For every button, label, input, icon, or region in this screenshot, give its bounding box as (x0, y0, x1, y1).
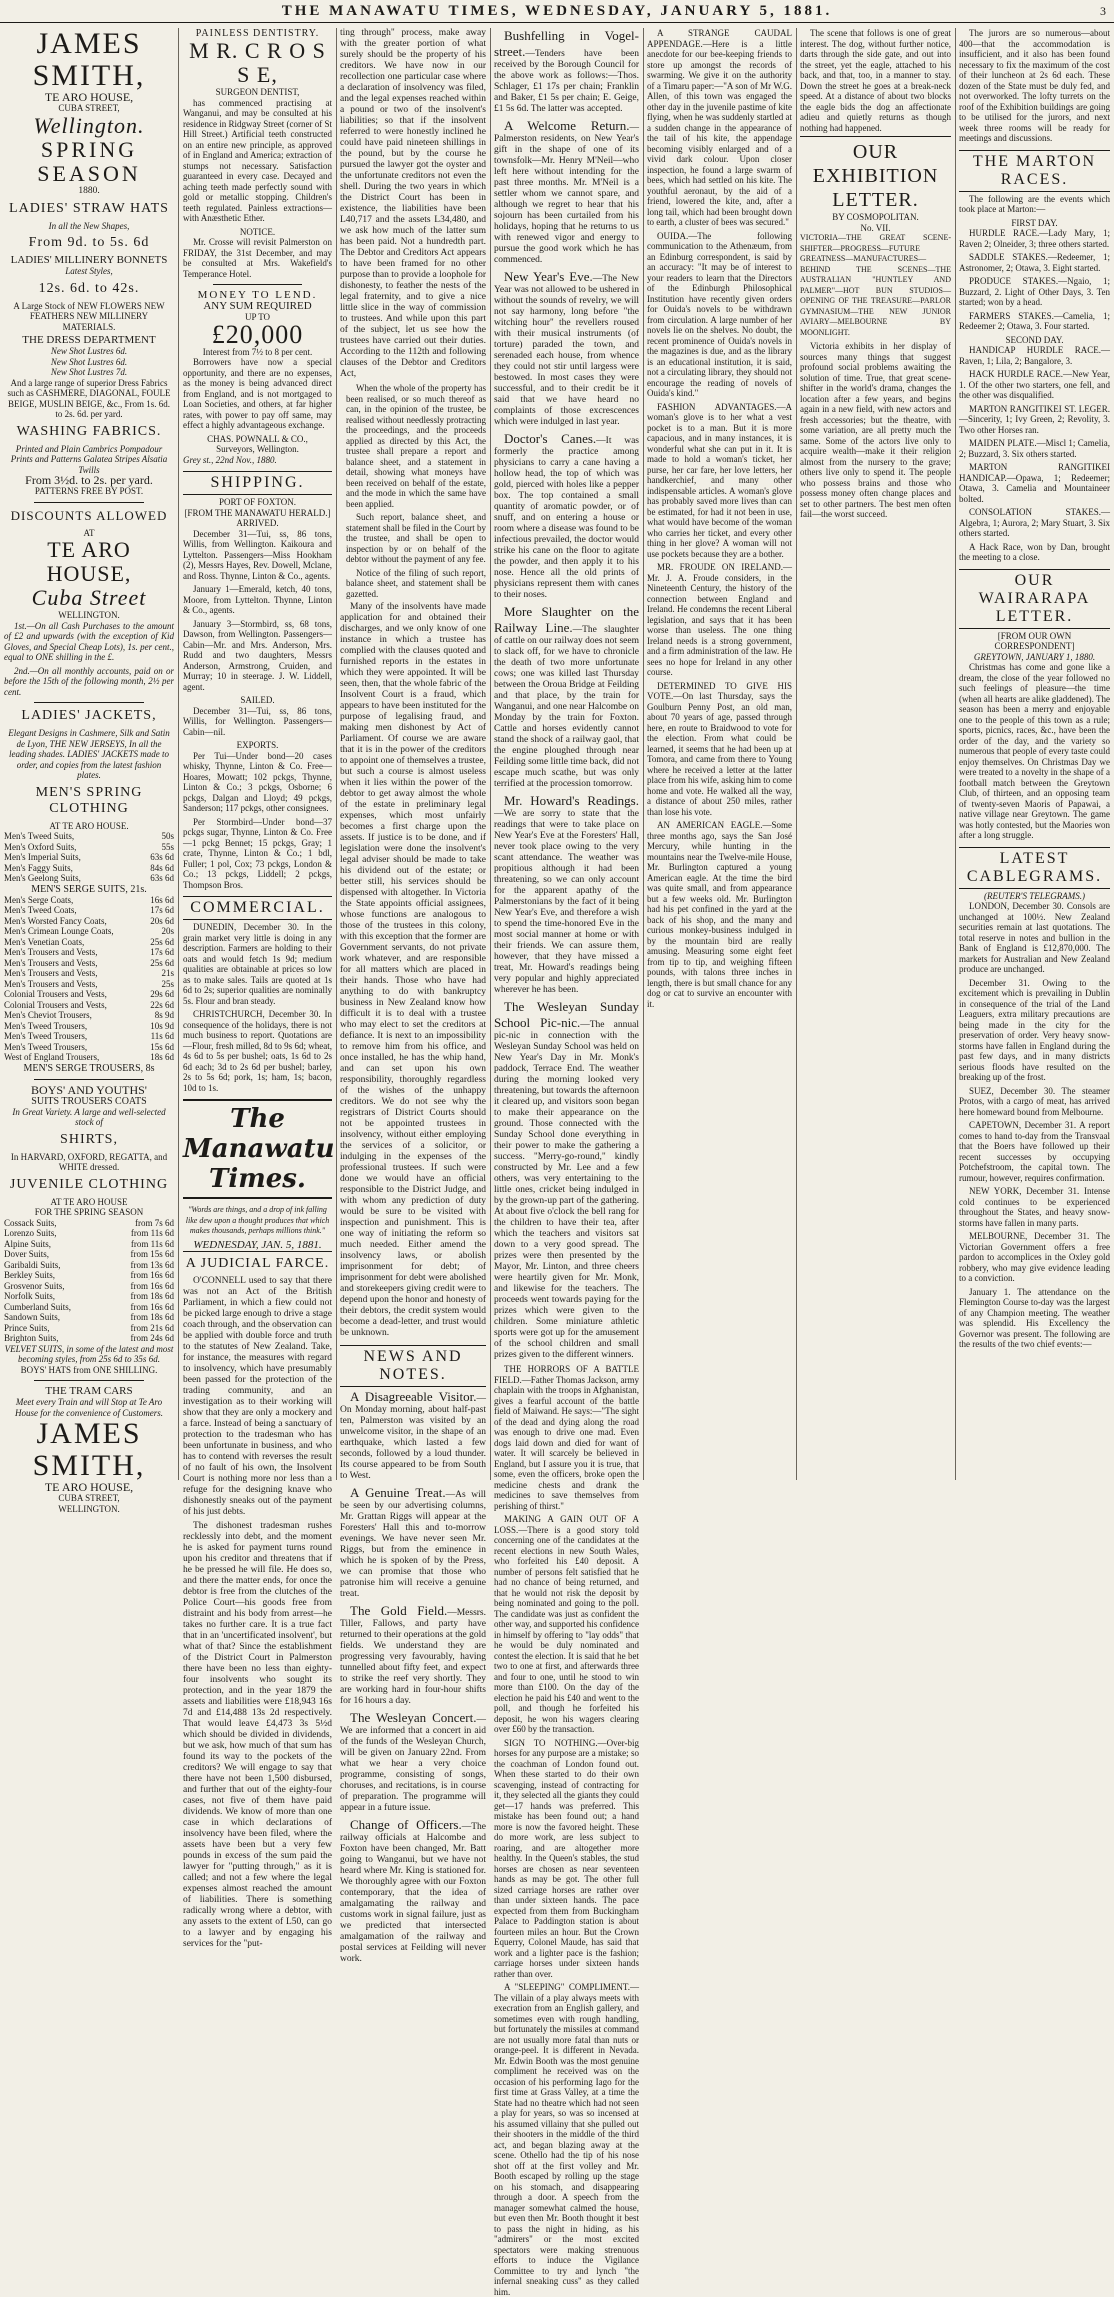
city: Wellington. (33, 112, 145, 138)
suit-row (4, 831, 174, 842)
store-name: TE ARO HOUSE, (44, 90, 134, 104)
street: CUBA STREET, (58, 103, 120, 113)
clothing-row (4, 905, 174, 916)
at-label: AT (83, 527, 95, 538)
price-value: 55s (161, 841, 174, 852)
clothing-price-list (4, 895, 174, 1063)
dress-line: New Shot Lustres 6d. (50, 356, 128, 367)
wairarapa-paragraph: Christmas has come and gone like a dream, the close of the year followed no such feelings of pleasure—the time (when all hearts are alike gladdened). The season has been a merry and enjoyable one to the people of this town as a rule; sports, picnics, races, &c., have been the order of the day, and the variety so numerous that people of every taste could enjoy themselves. On Christmas Day we were treated to a novelty in the shape of a football match between the Greytown Club, of thirteen, and an opposing team of twenty-seven Maoris of Papawai, a native village near Greytown. The game was hotly contested, but the Maories won after a long struggle. (959, 662, 1111, 840)
season-year: 1880. (78, 185, 100, 196)
street: CUBA STREET, (58, 1493, 120, 1503)
dentist-title: SURGEON DENTIST, (215, 87, 300, 97)
exhibition-paragraph: The jurors are so numerous—about 400—that the accommodation is insufficient, and it also has been found necessary to fix the maximum of the cost of their luncheon at 2s 6d each. These dozen of the State must be duly fed, and not overworked. The lofty turrets on the roof of the Exhibition buildings are going to be utilised for the jurors, and next week three rooms will be ready for meetings and discussions. (959, 28, 1110, 143)
price-item: Men's Venetian Coats, (4, 936, 85, 947)
price-value: 17s 6d (150, 947, 174, 957)
city: WELLINGTON. (58, 610, 120, 620)
serge-suits: MEN'S SERGE SUITS, 21s. (31, 883, 147, 895)
column-rule (796, 28, 797, 1480)
washing-price: From 3½d. to 2s. per yard. (25, 473, 153, 487)
price-value: 29s 6d (150, 989, 174, 999)
price-value: from 18s 6d (130, 1312, 174, 1322)
millinery-heading: LADIES' MILLINERY BONNETS (10, 254, 168, 266)
suit-row (4, 873, 174, 884)
mens-at: AT TE ARO HOUSE. (49, 820, 129, 831)
price-value: from 7s 6d (135, 1217, 174, 1228)
clothing-row (4, 916, 174, 927)
juvenile-row (4, 1218, 174, 1229)
race-result: HURDLE RACE.—Lady Mary, 1; Raven 2; Olneider, 3; three others started. (959, 228, 1110, 249)
clothing-row (4, 1052, 174, 1063)
price-item: West of England Trousers, (4, 1052, 100, 1062)
clothing-row (4, 926, 174, 937)
sailed-label: SAILED. (240, 695, 275, 705)
news-title: A Disagreeable Visitor. (350, 1389, 477, 1404)
price-item: Men's Trousers and Vests, (4, 968, 98, 978)
dentist-name: M R. C R O S S E, (189, 38, 326, 87)
city: WELLINGTON. (58, 1503, 120, 1514)
price-item: Alpine Suits, (4, 1238, 52, 1249)
clothing-row (4, 1021, 174, 1032)
news-text: —Tenders have been received by the Borough Council for the above work as follows:—Thos. Schlager, £1 17s per chain; Franklin and Baker, £1 5s per chain; E. Geige, £1 5s 6d. The latter was accepted. (494, 49, 639, 114)
price-item: Colonial Trousers and Vests, (4, 999, 107, 1010)
agent-name: CHAS. POWNALL & CO., (207, 433, 308, 444)
juvenile-row (4, 1323, 174, 1334)
column-6 (800, 28, 951, 1480)
price-value: 50s (161, 831, 174, 841)
velvet-suits: VELVET SUITS, in some of the latest and most becoming styles, from 25s 6d to 35s 6d. (4, 1343, 174, 1364)
news-text: —The railway officials at Halcombe and Foxton have been changed, Mr. Batt going to Wanganui, but we have not heard where Mr. King is stationed for. We thoroughly agree with our Foxton contemporary, that the idea of amalgamating the railway and customs work in signal failure, just as we predicted that intersected amalgamation of the railway and postal services at Feilding will never work. (340, 1822, 486, 1964)
column-4 (494, 28, 639, 2297)
news-text: —As will be seen by our advertising columns, Mr. Grattan Riggs will appear at the Foresters' Hall this and to-morrow evenings. We have never seen Mr. Riggs, but from the eminence in which he is spoken of by the Press, we can promise that those who patronise him will receive a genuine treat. (340, 1490, 486, 1599)
clothing-row (4, 947, 174, 958)
price-item: Cumberland Suits, (4, 1301, 71, 1312)
column-advertisement (4, 27, 174, 1514)
news-title: Mr. Howard's Readings. (504, 793, 639, 808)
clothing-row (4, 937, 174, 948)
news-title: Bushfelling in Vogel-street. (494, 28, 639, 59)
patterns-note: PATTERNS FREE BY POST. (34, 486, 144, 496)
exports-label: EXPORTS. (236, 740, 279, 750)
news-title: Doctor's Canes. (504, 431, 597, 446)
port-heading: PORT OF FOXTON. (219, 497, 296, 507)
price-item: Men's Tweed Suits, (4, 831, 75, 841)
news-text: —Palmerston residents, on New Year's gift in the shape of one of its townsfolk—Mr. Henry M'Neil—who left here without intending for the past three months. Mr. M'Neil is a settler whom we cannot spare, and although we regret to hear that his sojourn has been curtailed from his holidays, hoping that he returns to us with renewed vigor and energy to pursue the good work which he has commenced. (494, 123, 639, 265)
wairarapa-letter-heading: OUR WAIRARAPA LETTER. (959, 569, 1110, 629)
stock-note: A Large Stock of NEW FLOWERS NEW FEATHERS NEW MILLINERY MATERIALS. (13, 300, 165, 332)
millinery-price: 12s. 6d. to 42s. (38, 280, 140, 296)
price-item: Dover Suits, (4, 1249, 49, 1259)
news-item: SIGN TO NOTHING.—Over-big horses for any purpose are a mistake; so the coachman of London found out. When these started to do their own scavenging, instead of contracting for it, they selected all the giants they could get—17 hands was preferred. This mistake has been found out; a hand more is now the favored height. These do more work, are less subject to roaring, and are altogether more healthy. In the Queen's stables, the stud horses are chosen as near seventeen hands as may be got. The other full sized carriage horses are rather over than under sixteen hands. The pace expected from them from Buckingham Palace to Paddington station is about fourteen miles an hour. But the Crown Equerry, Colonel Maude, has said that work and a lighter pace is the fashion; carriage horses under sixteen hands rather than over. (494, 1737, 639, 1979)
price-value: 63s 6d (150, 852, 174, 862)
price-value: from 15s 6d (130, 1249, 174, 1259)
shipping-entry: Per Tui—Under bond—20 cases whisky, Thynne, Linton & Co. Free—Hoares, Mowatt; 102 pckgs, Thynne, Linton & Co.; 3 pckgs, Osborne; 6 pckgs, Dalgan and Lloyd; 49 pckgs, Sanderson; 117 pckgs, other consignees. (183, 750, 332, 813)
column-2 (183, 28, 335, 1949)
news-title: The Wesleyan Sunday School Pic-nic. (494, 999, 639, 1030)
exhibition-paragraph: Victoria exhibits in her display of sources many things that suggest profound social problems awaiting the solution of time. True, that great scene-shifter in the world's drama, changes the location after a few years, and begins again in a new field, with new actors and fresh accessories; but the theatre, with some variation, are all pretty much the same. Some of the actors live only to acquire wealth—make it their religion almost from the nursery to the grave; others live only to spend it. The people who possess brains and those who possess money often change places and set to other partners. The best men often fail—the worst succeed. (800, 341, 951, 519)
boys-subheading: SUITS TROUSERS COATS (31, 1095, 147, 1107)
price-item: Men's Trousers and Vests, (4, 978, 98, 989)
marton-races-heading: THE MARTON RACES. (959, 150, 1110, 192)
race-result: HACK HURDLE RACE.—New Year, 1. Of the other two starters, one fell, and the other was disqualified. (959, 369, 1110, 400)
news-item: THE HORRORS OF A BATTLE FIELD.—Father Thomas Jackson, army chaplain with the troops in Afghanistan, gives a fearful account of the battle field of Maiwand. He says:—"The sight of the dead and dying along the road was enough to drive one mad. Even dogs laid down and died for want of water. It will scarcely be believed in England, but I assure you it is true, that some, even the officers, broke open the medicine chests and drank the medicines to save themselves from perishing of thirst." (494, 1364, 639, 1511)
nameplate-motto: "Words are things, and a drop of ink falling like dew upon a thought produces that which makes thousands, perhaps millions think." (185, 1205, 330, 1235)
exhibition-number: No. VII. (860, 222, 891, 233)
price-item: Men's Tweed Trousers, (4, 1041, 88, 1052)
price-item: Prince Suits, (4, 1322, 50, 1333)
news-text: —The annual pic-nic in connection with the Wesleyan Sunday School was held on New Year's Day in Mr. Monk's paddock, Terrace End. The weather during the morning looked very threatening, but towards the afternoon it cleared up, and visitors soon began to make their appearance on the ground. Those connected with the Sunday School done everything in their power to make the gathering a success. "Merry-go-round," kindly constructed by Mr. Lee and a few others, was very entertaining to the little ones, cricket being indulged in by the grown-up part of the gathering. At about five o'clock the bell rang for the children to have their tea, after which the teachers and visitors sat down to a very good spread. The prizes were then presented by the Mayor, Mr. Linton, and three cheers were heartily given for Mr. Monk, and likewise for the teachers. The proceeds went towards paying for the prizes which were given to the children. Some miniature athletic sports were got up for the amusement of the school children and small prizes given to the different winners. (494, 1020, 639, 1360)
news-heading: NEWS AND NOTES. (340, 1345, 486, 1387)
price-value: 63s 6d (150, 873, 174, 883)
suit-row (4, 852, 174, 863)
editorial-paragraph: Many of the insolvents have made application for and obtained their discharges, and we only know of one instance in which a trustee has complied with the clauses quoted and furnished reports in the estates in which they were appointed. It will be seen, then, that the whole fabric of the Insolvent Court is a fraud, which appears to have been instituted for the purpose of legalising fraud, and making men dishonest by Act of Parliament. Of course we are aware that it is in the power of the creditors to appoint one of themselves a trustee, but such a course is almost useless when it lies within the power of the debtor to get away almost the whole of the estate in preliminary legal expenses, which most unfairly becomes a first charge upon the assets. If justice is to be done, and if legislation were done the insolvent's legal adviser should be made to take his dividend out of the estate; or better still, his services should be dispensed with altogether. In Victoria the State appoints official assignees, whose functions are analogous to those of the trustees in this colony, with this exception that the former are Government servants, do not private work whatever, and are responsible for all matters which are placed in their hands. Those who have had anything to do with bankruptcy business in New Zealand know how difficult it is to deal with a trustee who may elect to set the creditors at defiance. It is next to an impossibility to remove him from his office, and once installed, he has the whip hand, and can set upon his own responsibility, thoroughly regardless of the wishes of the unhappy creditors. We do not see why the registrars of District Courts should not be appointed trustees in insolvency, without either employing the services of a solicitor, or indulging in the expenses of the professional trustees. If such were done we would have an official responsible to the District Judge, and with whom any prediction of duty would be sure to be visited with inspection and punishment. This is one way of initiating the reform so much needed. Either amend the insolvency laws, or abolish imprisonment for debt; of imprisonment for debt were abolished and storekeepers giving credit were to depend upon the honor and honesty of their debtors, the credit system would become a dead-letter, and trust would be unknown. (340, 602, 486, 1338)
news-item: A "SLEEPING" COMPLIMENT.—The villain of a play always meets with execration from an English gallery, and sometimes even with rough handling, but fortunately the missiles at command are not usually more fatal than nuts or orange-peel. It is different in Nevada. Mr. Edwin Booth was the most genuine compliment he received was on the occasion of his performing Iago for the first time at Grass Valley, at a time the State had no theatre which had not seen a play for years, so was so incensed at his assumed villainy that she pulled out their shooters in the middle of the third act, and began blazing away at the scene. Othello had the tip of his nose shot off at the first volley and Mr. Booth escaped by rolling up the stage on his stomach, and disappearing through a door. A speech from the manager somewhat calmed the house, but even then Mr. Booth thought it best to pass the night in hiding, as his "admirers" or the most excited spectators were making strenuous efforts to induce the Vigilance Committee to try and lynch "the infernal sneaking cuss" as they called him. (494, 1982, 639, 2297)
shipping-entry: January 1—Emerald, ketch, 40 tons, Moore, from Lyttelton. Thynne, Linton & Co., agents. (183, 584, 332, 615)
news-text: —Messrs. Tiller, Fallows, and party have returned to their operations at the gold fields. We understand they are progressing very favourably, having tunnelled about fifty feet, and expect to strike the reef very shortly. They are working hard in four-hour shifts for 16 hours a day. (340, 1608, 486, 1706)
boys-heading: BOYS' AND YOUTHS' (31, 1082, 147, 1097)
interest-rate: Interest from 7½ to 8 per cent. (202, 346, 313, 357)
millinery-sub: Latest Styles, (65, 266, 113, 276)
second-day-label: SECOND DAY. (1005, 334, 1064, 345)
wairarapa-source: [FROM OUR OWN CORRESPONDENT] (994, 630, 1075, 651)
juvenile-season: FOR THE SPRING SEASON (34, 1207, 144, 1217)
editorial-paragraph: The dishonest tradesman rushes recklessly into debt, and the moment he is asked for payment turns round upon his creditor and threatens that if he be pressed he will file. He does so, and there the matter ends, for once the debtor is free from the clutches of the Police Court—his goods free from distraint and his body from arrest—he takes no further care. It is a true fact that in an 'uncertificated insolvent', but what of that? Since the establishment of the District Court in Palmerston there have been no less than eighty-four insolvents who sought its protection, and in the year 1879 the assets and liabilities were £18,943 16s 7d and £14,488 13s 2d respectively. That would leave £4,473 3s 5½d which should be divided in dividends, but we ask, how much of that sum has found its way to the pockets of the creditors? We will engage to say that there have not been 1,500 disbursed, and further that out of the eighty-four cases, not five of them have paid dividends. We know of more than one case in which declarations of insolvency have been filed, where the assets have been but a very few pounds in excess of the sum paid the lawyer for "putting through," as it is called; and not a few where the legal expenses almost reached the amount of liabilities. There is something radically wrong where a debtor, with any assets to the extent of L50, can go to a lawyer and by engaging his services for the "put- (183, 1520, 332, 1949)
jackets-heading: LADIES' JACKETS, (21, 708, 157, 723)
news-item: FASHION ADVANTAGES.—A woman's glove is to her what a vest pocket is to a man. But it is more capacious, and in many instances, it is wonderful what she can put in it. It is made to hold a woman's ticket, her purse, her car fare, her love letters, her handkerchief, and many other indispensable articles. A woman's glove has probably saved more lives than can be estimated, for had it not been in use, what would have become of the woman who carries her ticket, and every other thing in her glove? A woman will not use pockets because they are a bother. (647, 401, 792, 559)
news-text: —It was formerly the practice among physicians to carry a cane having a hollow head, the top of which was gold, pierced with holes like a pepper box. The top contained a small quantity of aromatic powder, or of snuff, and on entering a house or room where a disease was found to be infectious prevailed, the doctor would strike his cane on the floor to agitate the powder, and then apply it to his nose. Hence all the old prints of physicians represent them with canes to their noses. (494, 436, 639, 600)
news-text: —We are informed that a concert in aid of the funds of the Wesleyan Church, will be given on January 22nd. From what we hear a very choice programme, consisting of songs, choruses, and recitations, is in course of preparation. The programme will appear in a future issue. (340, 1715, 486, 1813)
price-value: from 16s 6d (130, 1280, 174, 1291)
tram-sub: Meet every Train and will Stop at Te Aro House for the convenience of Customers. (15, 1397, 163, 1418)
price-item: Men's Worsted Fancy Coats, (4, 915, 107, 926)
price-item: Berkley Suits, (4, 1270, 55, 1280)
price-value: from 16s 6d (130, 1270, 174, 1280)
price-item: Men's Crimean Lounge Coats, (4, 926, 114, 936)
column-rule (955, 28, 956, 1480)
news-title: More Slaughter on the Railway Line. (494, 604, 639, 635)
juvenile-row (4, 1260, 174, 1271)
advertiser-name: JAMES SMITH, (32, 27, 146, 92)
price-item: Men's Oxford Suits, (4, 841, 77, 852)
dress-fabrics: And a large range of superior Dress Fabrics such as CASHMERE, DIAGONAL, FOULE BEIGE, MUSLIN BEIGE, &c., From 1s. 6d. to 2s. 6d. per yard. (7, 377, 171, 419)
news-title: A Genuine Treat. (350, 1485, 446, 1500)
first-day-label: FIRST DAY. (1011, 217, 1058, 228)
price-value: 18s 6d (150, 1052, 174, 1062)
news-item: DETERMINED TO GIVE HIS VOTE.—On last Thursday, says the Goulburn Penny Post, an old man, about 70 years of age, passed through here, en route to Braidwood to vote for the election. From what could be learned, it seems that he had been up at Tomora, and came from there to Young where he received a letter at the latter place from his wife, asking him to come home and vote. He walked all the way, a distance of about 250 miles, rather than lose his vote. (647, 680, 792, 817)
clothing-row (4, 989, 174, 1000)
store-name: TE ARO HOUSE, (46, 537, 132, 586)
price-value: from 21s 6d (130, 1322, 174, 1333)
news-item: A STRANGE CAUDAL APPENDAGE.—Here is a little anecdote for our bee-keeping friends to store up amongst the records of swarming. We give it on the authority of a Timaru paper:—"A son of Mr W.G. Allen, of this town was engaged the other day in the juvenile pastime of kite flying, when he was suddenly startled at a sudden change in the appearance of the tail of his kite, the appendage becoming visibly enlarged and of a vivid dark colour. Upon closer inspection, he found a large swarm of bees, which had settled on his kite. The youthful aeronaut, by the aid of a friend, lowered the kite, and, after a long tail, which had been brought down to earth, a cluster of bees was secured." (647, 28, 792, 227)
race-result: MARTON RANGITIKEI HANDICAP.—Opawa, 1; Redeemer; Otawa, 3. Camelia and Mountaineer bolted. (959, 462, 1110, 504)
masthead (0, 0, 1114, 23)
race-result: CONSOLATION STAKES.—Algebra, 1; Aurora, 2; Mary Stuart, 3. Six others started. (959, 507, 1110, 538)
news-title: New Year's Eve. (504, 269, 593, 284)
money-any: ANY SUM REQUIRED (203, 300, 312, 312)
boys-hats: BOYS' HATS from ONE SHILLING. (20, 1364, 158, 1375)
tram-heading: THE TRAM CARS (45, 1385, 133, 1397)
cablegrams-heading: LATEST CABLEGRAMS. (959, 847, 1110, 889)
divider (34, 502, 144, 503)
price-value: 8s 9d (154, 1010, 174, 1020)
juvenile-row (4, 1302, 174, 1313)
price-item: Men's Faggy Suits, (4, 862, 73, 873)
price-value: 15s 6d (150, 1041, 174, 1052)
juvenile-price-list (4, 1218, 174, 1344)
column-7 (959, 28, 1110, 1480)
juvenile-row (4, 1270, 174, 1281)
jackets-sub: Elegant Designs in Cashmere, Silk and Satin de Lyon, THE NEW JERSEYS, In all the leading shades. LADIES' JACKETS made to order, and copies from the latest fashion plates. (8, 728, 170, 780)
page-number: 3 (1100, 4, 1106, 18)
news-title: A Welcome Return. (504, 118, 630, 133)
column-rule (178, 28, 179, 1480)
price-value: 22s 6d (150, 999, 174, 1010)
juvenile-row (4, 1249, 174, 1260)
juvenile-row (4, 1291, 174, 1302)
price-value: from 13s 6d (130, 1259, 174, 1270)
news-title: Change of Officers. (350, 1817, 462, 1832)
divider (34, 1079, 144, 1080)
boys-sub: In Great Variety. A large and well-selected stock of (12, 1106, 166, 1127)
price-value: from 18s 6d (130, 1291, 174, 1301)
price-item: Colonial Trousers and Vests, (4, 989, 107, 999)
price-value: 25s 6d (150, 936, 174, 947)
cablegrams-source: (REUTER'S TELEGRAMS.) (984, 890, 1085, 901)
price-item: Men's Trousers and Vests, (4, 947, 98, 957)
commercial-entry: DUNEDIN, December 30. In the grain market very little is doing in any description. Farmers are holding to their oats and would fetch 1s 9d; medium qualities are obtainable at prices so low as to make sales. Tails are quoted at 1s 6d to 2s; superior qualities are nominally 5s. Flour and bran steady. (183, 922, 332, 1006)
dress-line: New Shot Lustres 7d. (50, 367, 128, 377)
cablegram: MELBOURNE, December 31. The Victorian Government offers a free pardon to accomplices in the Oxley gold robbery, who may give evidence leading to a conviction. (959, 1231, 1110, 1283)
column-rule (643, 28, 644, 1480)
exhibition-letter-heading: OUR EXHIBITION LETTER. (800, 136, 951, 212)
price-item: Sandown Suits, (4, 1312, 61, 1322)
discounts-heading: DISCOUNTS ALLOWED (10, 507, 168, 523)
cablegram: CAPETOWN, December 31. A report comes to hand to-day from the Transvaal that the Boers have followed up their recent successes by occupying Potchefstroom, the capital town. The rumour, however, requires confirmation. (959, 1120, 1110, 1183)
price-item: Cossack Suits, (4, 1217, 57, 1228)
dress-line: New Shot Lustres 6d. (50, 346, 128, 356)
juvenile-at: AT TE ARO HOUSE (50, 1196, 128, 1207)
money-heading: MONEY TO LEND. (197, 289, 318, 301)
price-item: Lorenzo Suits, (4, 1228, 57, 1238)
news-item: AN AMERICAN EAGLE.—Some three months ago, says the San José Mercury, while hunting in the mountains near the Twelve-mile House, Mr. Burlington captured a young American eagle. At the time the bird was quite small, and from appearance but a few weeks old. Mr. Burlington had his pet confined in the yard at the back of his shop, and the many and curious monkey-business indulged in by the mountain bird are really amusing. Measuring some eight feet from tip to tip, and weighing fifteen pounds, with talons three inches in length, there is but small chance for any dog or cat to survive an encounter with it. (647, 820, 792, 1009)
mens-clothing-heading: MEN'S SPRING CLOTHING (35, 784, 143, 816)
news-item: The scene that follows is one of great interest. The dog, without further notice, darts through the side gate, and out into the street, yet the eagle, attached to his back, and that, too, in a manner to stay. Down the street he goes at a break-neck speed. At a distance of about two blocks the eagle bids the dog an affectionate adieu and quietly returns as though nothing had happened. (800, 28, 951, 133)
editorial-paragraph: ting through" process, make away with the greater portion of what surely should be the property of his creditors. We have now in our recollection one particular case where a declaration of insolvency was filed, and the legal expenses reached within a pound or two of the insolvent's liabilities; so that if the insolvent referred to were honestly inclined he could have paid nineteen shillings in the pound, but by the course he pursued the lawyer got the oyster and the unfortunate creditors not even the shell. During the two years in which the District Court has been in existence, the liabilities have been L40,717 and the assets L34,480, and we ask how much of the latter sum has been paid. Not a hundredth part. The Debtor and Creditors Act appears to have been framed for no other purpose than to provide a loophole for dishonesty, to feather the nests of the legal fraternity, and to give a nice little slice in the way of commission to trustees. And while upon this part of the subject, let us see how the trustees have carried out their duties. According to the 112th and following clauses of the Debtor and Creditors Act, (340, 28, 486, 379)
juvenile-row (4, 1239, 174, 1250)
shipping-source: [FROM THE MANAWATU HERALD.] (184, 507, 331, 518)
news-text: —The slaughter of cattle on our railway does not seem to slack off, for we have to chronicle the death of two more unfortunate cows; one was killed last Thursday between the Oroua Bridge at Feilding and that place, by the train for Wanganui, and one near Halcombe on Monday by the train for Foxton. Cattle and horses evidently cannot stand the shock of a railway gaol, that the engine ploughed through near Feilding some little time back, did not escape much scathe, but was only terrified at the procession tomorrow. (494, 625, 639, 789)
price-value: from 11s 6d (130, 1228, 174, 1238)
exhibition-subheads: VICTORIA—THE GREAT SCENE-SHIFTER—PROGRESS—FUTURE GREATNESS—MANUFACTURES—BEHIND THE SCENES—THE AUSTRALIAN "HUNTLEY AND PALMER"—HOT BUN STUDIOS—OPENING OF THE TREASURE—PARLOR GYMNASIUM—THE NEW JUNIOR AVIARY—MELBOURNE BY MOONLIGHT. (800, 233, 951, 337)
column-5 (647, 28, 792, 1480)
straw-hats-heading: LADIES' STRAW HATS (9, 200, 169, 216)
news-item: MR. FROUDE ON IRELAND.—Mr. J. A. Froude considers, in the Nineteenth Century, the history of the connection between England and Ireland. He condemns the recent Liberal legislation, and says that it has been worse than useless. The one thing Ireland needs is a strong government, and a firm administration of the law. He sees no hope for Ireland in any other course. (647, 562, 792, 677)
price-item: Men's Serge Coats, (4, 894, 74, 905)
commercial-entry: CHRISTCHURCH, December 30. In consequence of the holidays, there is not much business to report. Quotations are—Flour, fresh milled, 8d to 9s 6d; wheat, 4s 6d to 5s per bushel; oats, 1s 6d to 2s 6d each; 3d to 2s 6d per bushel; barley, 2s to 5s 6d; pork, 1s; ham, 1s; bacon, 10d to 1s. (183, 1009, 332, 1093)
clothing-row (4, 968, 174, 979)
column-3 (340, 28, 486, 1964)
dress-heading: THE DRESS DEPARTMENT (22, 334, 156, 346)
shirts-heading: SHIRTS, (60, 1131, 118, 1147)
divider (34, 702, 144, 703)
cablegram: January 1. The attendance on the Flemington Course to-day was the largest of any Champion meeting. The weather was splendid. His Excellency the Governor was present. The following are the results of the two chief events:— (959, 1286, 1110, 1349)
news-item: OUIDA.—The following communication to the Athenæum, from an Edinburg correspondent, is said by an accuracy: "It may be of interest to your readers to learn that the Directors of the Edinburgh Philosophical Institution have recently given orders for Ouida's novels to be withdrawn from circulation. A large number of her novels lie on the shelves. No doubt, the recent prominence of Ouida's novels in the magazines is due, and as the library is an educational institution, it is said, not a circulating library, they should not encourage the reading of novels of Ouida's kind." (647, 230, 792, 398)
price-item: Norfolk Suits, (4, 1291, 56, 1301)
race-result: FARMERS STAKES.—Camelia, 1; Redeemer 2; Otawa, 3. Four started. (959, 310, 1110, 331)
shipping-entry: December 31—Tui, ss, 86 tons, Willis, for Wellington. Passengers—Cabin—nil. (183, 705, 332, 737)
clothing-row (4, 979, 174, 990)
agent-date: Grey st., 22nd Nov., 1880. (183, 454, 277, 465)
editorial-quote: When the whole of the property has been realised, or so much thereof as can, in the opinion of the trustee, be realised without needlessly protracting the proceedings, and the proceeds applied as directed by this Act, the trustee shall prepare a report and balance sheet, and a statement in detail, showing what moneys have been received on behalf of the estate, and the mode in which the same have been applied. (346, 383, 486, 509)
race-result: PRODUCE STAKES.—Ngaio, 1; Buzzard, 2. Light of Other Days, 3. Ten started; won by a head. (959, 276, 1110, 307)
price-value: from 16s 6d (130, 1301, 174, 1312)
juvenile-row (4, 1333, 174, 1344)
price-value: 11s 6d (150, 1031, 174, 1041)
price-item: Men's Tweed Coats, (4, 905, 77, 915)
washing-heading: WASHING FABRICS. (16, 423, 162, 439)
shipping-entry: December 31—Tui, ss, 86 tons, Willis, from Wellington. Kaikoura and Lyttelton. Passengers—Miss Hookham (2), Messrs Hayes, Rev. Dowell, Mclane, and Ross. Thynne, Linton & Co., agents. (183, 528, 332, 581)
race-result: A Hack Race, won by Dan, brought the meeting to a close. (959, 541, 1110, 562)
washing-sub: Printed and Plain Cambrics Pompadour Prints and Patterns Galatea Stripes Alsatia Twills (10, 443, 168, 475)
juvenile-row (4, 1312, 174, 1323)
suits-list (4, 831, 174, 884)
cablegram: LONDON, December 30. Consols are unchanged at 100½. New Zealand securities remain at last quotations. The total reserve in notes and bullion in the Bank of England is £12,870,000. The markets for Australian and New Zealand produce are unchanged. (959, 901, 1110, 974)
clothing-row (4, 958, 174, 969)
price-value: 25s (161, 978, 174, 989)
shipping-entry: January 3—Stormbird, ss, 68 tons, Dawson, from Wellington. Passengers—Cabin—Mr. and Mrs. Anderson, Mrs. Rudd and two daughters, Messrs Anderson, Armstrong, Cruiden, and Murray; 10 in steerage. J. W. Liddell, agent. (183, 618, 332, 692)
juvenile-row (4, 1228, 174, 1239)
price-item: Brighton Suits, (4, 1333, 59, 1343)
clothing-row (4, 1000, 174, 1011)
clothing-row (4, 1010, 174, 1021)
price-value: 25s 6d (150, 957, 174, 968)
race-result: HANDICAP HURDLE RACE.—Raven, 1; Lila, 2; Bangalore, 3. (959, 345, 1110, 366)
news-title: The Gold Field. (350, 1603, 448, 1618)
price-item: Men's Tweed Trousers, (4, 1031, 88, 1041)
price-value: 17s 6d (150, 905, 174, 915)
price-value: 16s 6d (150, 894, 174, 905)
juvenile-heading: JUVENILE CLOTHING (9, 1176, 169, 1192)
column-rule (490, 28, 491, 1480)
clothing-row (4, 1031, 174, 1042)
news-text: —On Monday morning, about half-past ten, Palmerston was visited by an unwelcome visitor, in the shape of an earthquake, which lasted a few seconds, followed by a loud thunder. Its course appeared to be from South to West. (340, 1394, 486, 1481)
price-item: Grosvenor Suits, (4, 1280, 65, 1291)
clothing-row (4, 895, 174, 906)
race-result: SADDLE STAKES.—Redeemer, 1; Astronomer, 2; Otawa, 3. Eight started. (959, 252, 1110, 273)
masthead-title: THE MANAWATU TIMES, WEDNESDAY, JANUARY 5, 1881. (281, 3, 833, 19)
editorial-dateline: WEDNESDAY, JAN. 5, 1881. (183, 1240, 332, 1252)
discount-2: 2nd.—On all monthly accounts, paid on or before the 15th of the following month, 2½ per cent. (4, 665, 174, 697)
divider (34, 1380, 144, 1381)
arrived-label: ARRIVED. (236, 518, 279, 528)
money-amount: £20,000 (211, 319, 304, 349)
news-item: MAKING A GAIN OUT OF A LOSS.—There is a good story told concerning one of the candidates at the recent elections in new South Wales, who forfeited his £40 deposit. A number of persons felt satisfied that he had no chance of being returned, and that he would not risk the deposit by being nominated and going to the poll. The candidate was just as confident the other way, and supported his confidence in himself by offering to "lay odds" that he would be duly nominated and contest the election. It is said that he bet two to one at first, and afterwards three and four to one, until he stood to win more than £100. On the day of the election he paid his £40 and went to the poll, and though he forfeited his deposit, he won his wagers clearing over £60 by the transaction. (494, 1514, 639, 1734)
suit-row (4, 863, 174, 874)
serge-trousers: MEN'S SERGE TROUSERS, 8s (23, 1062, 155, 1074)
money-text: Borrowers have now a special opportunity, and there are no expenses, as the money is being advanced direct from England, and is not mortgaged to Loan Societies, and others, at far higher rates, with power to pay off same, may effect a highly advantageous exchange. (183, 357, 332, 430)
price-item: Men's Geelong Suits, (4, 873, 81, 883)
notice-heading: NOTICE. (239, 226, 276, 237)
money-upto: UP TO (244, 312, 271, 322)
race-result: MARTON RANGITIKEI ST. LEGER.—Sincerity, 1; Ivy Green, 2; Revolity, 3. Two other Horses ran. (959, 403, 1110, 435)
season-heading: SPRING SEASON (37, 136, 141, 186)
price-item: Men's Tweed Trousers, (4, 1020, 88, 1031)
cablegram: SUEZ, December 30. The steamer Protos, with a cargo of meat, has arrived here homeward bound from Melbourne. (959, 1085, 1110, 1117)
wairarapa-date: GREYTOWN, JANUARY 1, 1880. (973, 651, 1096, 662)
discount-1: 1st.—On all Cash Purchases to the amount of £2 and upwards (with the exception of Kid Gloves, and Special Cheap Lots), 1s. per cent., equal to ONE shilling in the £. (4, 620, 174, 662)
agent-line: Surveyors, Wellington. (216, 444, 299, 454)
suit-row (4, 842, 174, 853)
cablegram: NEW YORK, December 31. Intense cold continues to be experienced throughout the States, and heavy snow-storms have fallen in many parts. (959, 1186, 1110, 1228)
newspaper-nameplate: The Manawatu Times. (183, 1099, 332, 1199)
price-value: from 11s 6d (130, 1238, 174, 1249)
price-value: 21s (161, 968, 174, 978)
notice-text: Mr. Crosse will revisit Palmerston on FRIDAY, the 31st December, and may be consulted at Mrs. Wakefield's Temperance Hotel. (183, 237, 332, 279)
race-result: MAIDEN PLATE.—Miscl 1; Camelia, 2; Buzzard, 3. Six others started. (959, 438, 1110, 459)
news-text: —We are sorry to state that the readings that were to take place on New Year's Eve at the Foresters' Hall, never took place owing to the very scant attendance. The weather was propitious although it had been threatening, so we can only account for the apparent apathy of the Palmerstonians by the fact of it being New Year's Eve, and therefore a wish to spend the time-honored Eve in the most social manner at home or with their friends. We can assure them, however, that they have missed a treat, Mr. Howard's readings being very popular and highly appreciated wherever he has been. (494, 809, 639, 995)
column-rule (336, 28, 337, 1480)
juvenile-row (4, 1281, 174, 1292)
dentist-text: has commenced practising at Wanganui, and may be consulted at his residence in Ridgway Street (corner of St Hill Street.) Artificial teeth constructed on an entire new principle, as approved of in England and America; extraction of stumps not necessary. Satisfaction guaranteed in every case. Decayed and aching teeth made perfectly sound with gold or metallic stopping. Children's teeth regulated. Painless extractions—with Anæsthetic Ether. (183, 97, 332, 223)
shirts-sub: In HARVARD, OXFORD, REGATTA, and WHITE dressed. (10, 1151, 168, 1172)
advertiser-name: JAMES SMITH, (32, 1417, 146, 1482)
price-item: Men's Cheviot Trousers, (4, 1010, 92, 1020)
shipping-entry: Per Stormbird—Under bond—37 pckgs sugar, Thynne, Linton & Co. Free—1 pckg Bennet; 15 pckgs, Gray; 1 crate, Thynne, Linton & Co.; 1 bdl, Fuller; 1 pol, Cox; 73 pckgs, London & Co.; 13 pckgs, Liddell; 2 pckgs, Thompson Bros. (183, 816, 332, 890)
price-item: Men's Trousers and Vests, (4, 957, 98, 968)
price-value: 84s 6d (150, 862, 174, 873)
price-value: 20s 6d (150, 915, 174, 926)
straw-hats-price: From 9d. to 5s. 6d (28, 235, 150, 250)
dentistry-heading: PAINLESS DENTISTRY. (195, 28, 320, 39)
cablegram: December 31. Owing to the excitement which is prevailing in Dublin in consequence of the trial of the Land Leaguers, extra military precautions are being made in the city for the preservation of order. Very heavy snow-storms have fallen in England during the past few days, and in many districts serious floods have resulted on the breaking up of the frost. (959, 977, 1110, 1082)
editorial-title: A JUDICIAL FARCE. (185, 1255, 330, 1271)
clothing-row (4, 1042, 174, 1053)
street: Cuba Street (31, 585, 147, 610)
price-value: from 24s 6d (130, 1333, 174, 1343)
price-value: 20s (161, 926, 174, 936)
divider (213, 284, 302, 285)
commercial-heading: COMMERCIAL. (183, 896, 332, 920)
shipping-heading: SHIPPING. (183, 471, 332, 495)
races-intro: The following are the events which took place at Marton:— (959, 193, 1110, 214)
editorial-quote: Such report, balance sheet, and statement shall be filed in the Court by the trustee, and shall be open to inspection by or on behalf of the debtor without the payment of any fee. (346, 512, 486, 564)
editorial-quote: Notice of the filing of such report, balance sheet, and statement shall be gazetted. (346, 567, 486, 599)
store-name: TE ARO HOUSE, (44, 1480, 134, 1494)
editorial-paragraph: O'CONNELL used to say that there was not an Act of the British Parliament, in which a fiew could not be picked large enough to drive a stage coach through, and the observation can be applied with double force and truth to the statutes of New Zealand. Take, for instance, the measures with regard to insolvency, which have presumably been passed for the protection of the trading community, and an investigation as to their working will show that they are only a mockery and a farce. Instead of being a sanctuary of protection to the tradesman who has been unfortunate in business, and who has to contend with reverses the result of no fault of his own, the Insolvent Court is nothing more nor less than a refuge for the designing knave who dishonestly sneaks out of the payment of his just debts. (183, 1275, 332, 1517)
price-value: 10s 9d (150, 1020, 174, 1031)
straw-hats-sub: In all the New Shapes, (48, 220, 130, 231)
exhibition-byline: BY COSMOPOLITAN. (832, 212, 919, 222)
news-title: The Wesleyan Concert. (350, 1710, 477, 1725)
price-item: Garibaldi Suits, (4, 1259, 61, 1270)
price-item: Men's Imperial Suits, (4, 852, 81, 862)
news-text: —The New Year was not allowed to be ushered in without the sounds of revelry, we will not say harmony, long before "the witching hour" the revellers roused with their musical instruments (of torture) paraded the town, and serenaded each house, from whence they could not stir until largess were bestowed. In most cases they were successful, and to their credit be it said that we have heard no complaints of those excrescences which were indulged in last year. (494, 274, 639, 427)
